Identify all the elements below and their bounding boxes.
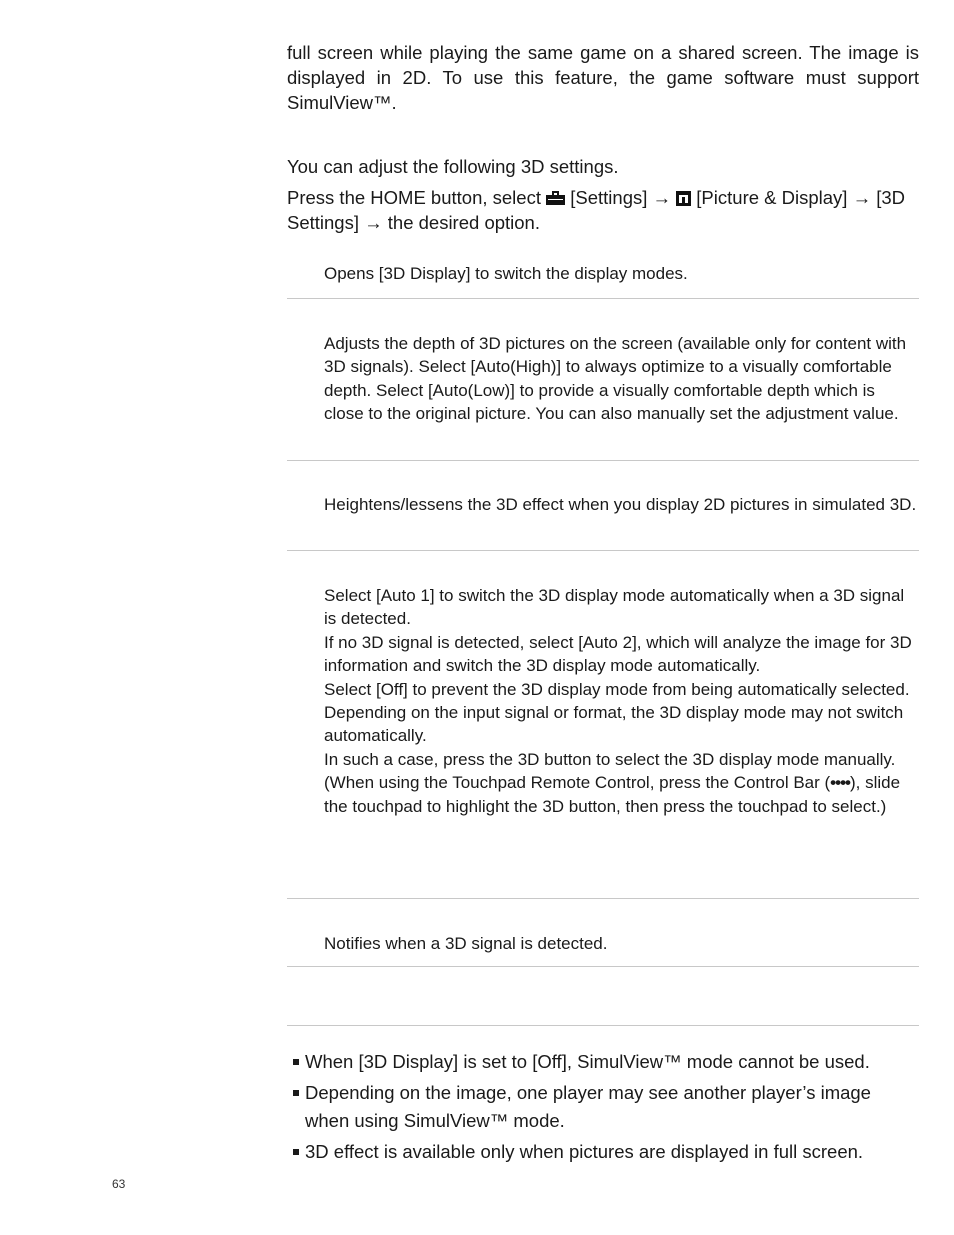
- control-bar-icon: ••••: [830, 773, 850, 793]
- description-line: Select [Auto 1] to switch the 3D display mode automatically when a 3D signal is detected.: [324, 586, 905, 629]
- note-text: When [3D Display] is set to [Off], SimulView™ mode cannot be used.: [305, 1051, 870, 1072]
- description-line: In such a case, press the 3D button to select the 3D display mode manually.: [324, 749, 896, 769]
- picture-display-label: [Picture & Display] →: [696, 187, 872, 208]
- path-text-start: Press the HOME button, select: [287, 187, 541, 208]
- divider: [287, 460, 919, 461]
- note-item: [291, 1079, 919, 1134]
- page-number: 63: [112, 1177, 126, 1191]
- note-item: [291, 1138, 919, 1166]
- note-text: Depending on the image, one player may see another player’s image when using SimulView™ mode.: [305, 1082, 871, 1131]
- notes-list: [291, 1048, 919, 1169]
- note-text: 3D effect is available only when pictures are displayed in full screen.: [305, 1140, 864, 1162]
- bullet-icon: [293, 1090, 299, 1096]
- description-line: [324, 771, 919, 818]
- picture-display-icon: [676, 191, 691, 206]
- option-description: Heightens/lessens the 3D effect when you display 2D pictures in simulated 3D.: [324, 495, 917, 514]
- control-bar-text-start: (When using the Touchpad Remote Control, press the Control Bar (: [324, 773, 831, 793]
- intro-paragraph: full screen while playing the same game on a shared screen. The image is displayed in 2D. To use this feature, the game software must support SimulView™.: [287, 42, 919, 113]
- path-text-end: [3D Settings] → the desired option.: [287, 187, 906, 233]
- description-line: Select [Off] to prevent the 3D display mode from being automatically selected.: [324, 679, 910, 699]
- toolbox-icon: [546, 191, 565, 205]
- bullet-icon: [293, 1059, 299, 1065]
- description-line: Depending on the input signal or format, the 3D display mode may not switch automatically.: [324, 703, 904, 746]
- settings-path: [287, 186, 919, 235]
- divider: [287, 898, 919, 899]
- settings-lead: You can adjust the following 3D settings.: [287, 156, 619, 177]
- settings-label: [Settings] →: [570, 187, 672, 208]
- divider: [287, 298, 919, 299]
- divider: [287, 550, 919, 551]
- option-description: Opens [3D Display] to switch the display modes.: [324, 264, 688, 283]
- divider: [287, 1025, 919, 1026]
- bullet-icon: [293, 1149, 299, 1155]
- option-description: [324, 584, 919, 818]
- control-bar-text-end: ), slide the touchpad to highlight the 3D button, then press the touchpad to select.): [324, 773, 901, 816]
- description-line: If no 3D signal is detected, select [Auto 2], which will analyze the image for 3D information and switch the 3D display mode automatically.: [324, 632, 912, 676]
- option-description: Notifies when a 3D signal is detected.: [324, 934, 608, 953]
- note-item: [291, 1048, 919, 1076]
- option-description: Adjusts the depth of 3D pictures on the screen (available only for content with 3D signals). Select [Auto(High)] to always optimize to a visually comfortable depth. Select [Auto(Low)] to provide a visually comfortable depth which is close to the original picture. You can also manually set the adjustment value.: [324, 334, 907, 424]
- divider: [287, 966, 919, 967]
